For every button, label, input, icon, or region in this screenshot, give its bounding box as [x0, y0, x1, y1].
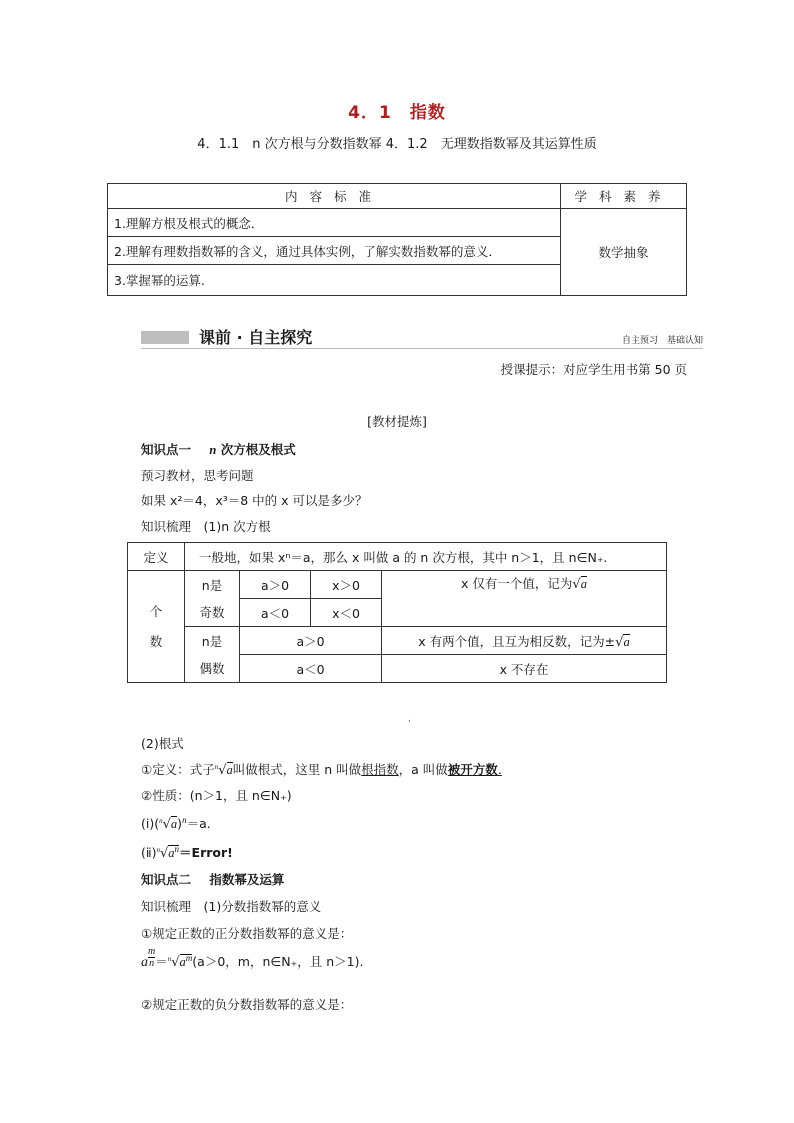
radical-icon: √ — [162, 817, 171, 832]
property-2: $(ⅱ)^n√a^n=Error$! — [141, 843, 233, 861]
odd-label: 奇数 — [199, 604, 225, 620]
radical-a: a — [580, 577, 587, 591]
standard-row: 3.掌握幂的运算. — [108, 265, 561, 296]
kp2-heading — [141, 870, 284, 888]
kp2-label: 知识点二 — [141, 872, 192, 887]
kp1-n: n — [209, 443, 217, 457]
root-index-term: 根指数 — [361, 762, 399, 777]
section-band — [141, 328, 703, 349]
kp2-negative: ②规定正数的负分数指数幂的意义是： — [141, 997, 353, 1012]
def-mid: 叫做根式，这里 n 叫做 — [232, 762, 362, 777]
section-title: 课前 · 自主探究 — [199, 328, 313, 347]
standards-table — [107, 183, 687, 296]
ge-char: 个 — [149, 603, 163, 619]
kp2-comb: 知识梳理 (1)分数指数幂的意义 — [141, 899, 322, 914]
radical-icon: √ — [572, 577, 581, 592]
radical-am: $a^m$ — [179, 952, 193, 969]
def-label: 定义 — [128, 543, 185, 571]
page-subtitle: 4．1.1 n 次方根与分数指数幂 4．1.2 无理数指数幂及其运算性质 — [197, 137, 597, 152]
even-pos-desc: x 有两个值，且互为相反数，记为± — [418, 633, 616, 649]
ge-shu-cell — [128, 571, 185, 683]
n-shi-even: n是 — [201, 633, 223, 649]
even-pos-desc-cell — [382, 627, 667, 655]
def-text: 一般地，如果 xⁿ＝a，那么 x 叫做 a 的 n 次方根，其中 n＞1，且 n∈N₊. — [185, 543, 667, 571]
radicand-term: 被开方数 — [447, 762, 498, 777]
n-shi-odd: n是 — [201, 577, 223, 593]
radical-property: ②性质：(n＞1，且 n∈N₊) — [141, 788, 292, 803]
even-cell — [185, 627, 240, 683]
def-mid2: ，a 叫做 — [398, 762, 448, 777]
nroot-table — [127, 542, 667, 683]
standard-row: 2.理解有理数指数幂的含义，通过具体实例，了解实数指数幂的意义． — [108, 237, 561, 265]
literacy-header: 学科素养 — [561, 184, 687, 209]
root-index-n: n — [214, 762, 219, 771]
radical-a: a — [226, 763, 233, 777]
odd-a-neg: a＜0 — [240, 599, 311, 627]
radical-an: $a^n$ — [168, 843, 180, 860]
p1-prefix: (ⅰ) — [141, 816, 155, 831]
odd-x-neg: x＜0 — [311, 599, 382, 627]
odd-a-pos: a＞0 — [240, 571, 311, 599]
radical-icon: √ — [159, 846, 169, 861]
radical-a: a — [623, 634, 630, 649]
odd-x-pos: x＞0 — [311, 571, 382, 599]
textbook-heading: [教材提炼] — [367, 414, 427, 429]
formula-condition: (a＞0，m，n∈N₊，且 n＞1). — [192, 954, 364, 969]
even-a-pos: a＞0 — [240, 627, 382, 655]
kp1-heading — [141, 440, 296, 458]
radical-definition: ①定义：式子$^n$√a叫做根式，这里 n 叫做根指数，a 叫做被开方数. — [141, 762, 502, 778]
p2-suffix: ＝Error! — [179, 845, 233, 860]
radical-icon: √ — [218, 763, 227, 778]
formula-base: a — [141, 955, 148, 970]
kp2-positive: ①规定正数的正分数指数幂的意义是： — [141, 926, 353, 941]
stray-mark: , — [408, 714, 411, 724]
literacy-value: 数学抽象 — [561, 209, 687, 296]
page-title: 4．1 指数 — [348, 103, 446, 123]
radical-heading: (2)根式 — [141, 736, 184, 751]
property-1: $(ⅰ)(^n√a)^n=a$. — [141, 814, 211, 832]
teaching-tip: 授课提示：对应学生用书第 50 页 — [500, 362, 687, 377]
section-subtitle: 自主预习 基础认知 — [621, 336, 703, 346]
kp1-title: 次方根及根式 — [220, 442, 296, 457]
def-prefix: ①定义：式子 — [141, 762, 215, 777]
standard-row: 1.理解方根及根式的概念． — [108, 209, 561, 237]
shu-char: 数 — [149, 633, 163, 649]
radical-a: a — [170, 817, 178, 831]
radical-icon: √ — [615, 634, 624, 650]
odd-desc-cell — [382, 571, 667, 627]
odd-desc: x 仅有一个值，记为 — [461, 576, 573, 591]
band-bar — [141, 331, 189, 344]
kp1-comb: 知识梳理 (1)n 次方根 — [141, 519, 271, 534]
even-label: 偶数 — [199, 660, 225, 676]
kp1-question: 如果 x²＝4，x³＝8 中的 x 可以是多少？ — [141, 493, 368, 508]
p1-suffix: ＝a. — [186, 816, 211, 831]
content-standard-header: 内容标准 — [108, 184, 561, 209]
kp2-title: 指数幂及运算 — [209, 872, 285, 887]
even-neg-desc: x 不存在 — [382, 655, 667, 683]
kp1-preview: 预习教材，思考问题 — [141, 468, 254, 483]
fraction-exponent: $\frac{m}{n}$ — [148, 946, 156, 969]
radical-icon: √ — [171, 955, 180, 970]
odd-cell — [185, 571, 240, 627]
fraction-formula: a $\frac{m}{n}$ $=^n√a^m(a>0$，m，n∈N₊，且 n＞1). — [141, 946, 364, 970]
p2-prefix: (ⅱ) — [141, 845, 157, 860]
even-a-neg: a＜0 — [240, 655, 382, 683]
kp1-label: 知识点一 — [141, 442, 192, 457]
